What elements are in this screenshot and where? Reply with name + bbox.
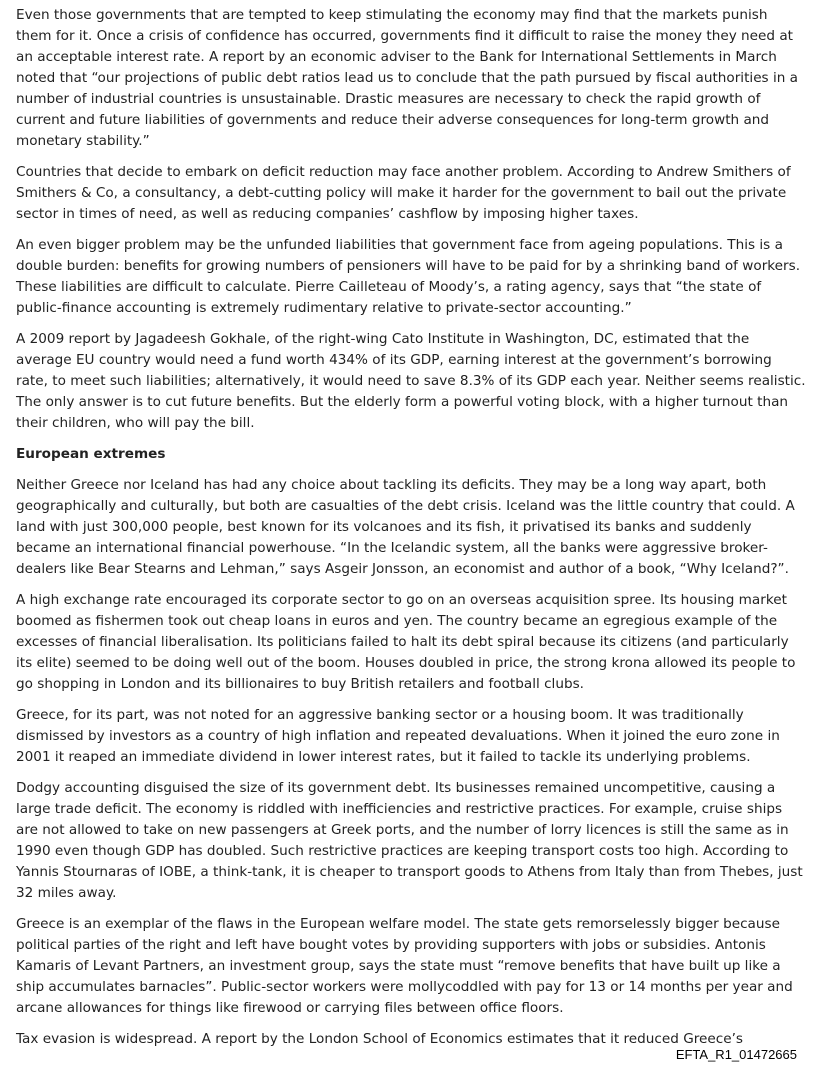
document-page bbox=[16, 5, 806, 1060]
body-paragraph: Dodgy accounting disguised the size of its government debt. Its businesses remained uncompetitive, causing a large trade deficit. The economy is riddled with inefficiencies and restrictive practices. For example, cruise ships are not allowed to take on new passengers at Greek ports, and the number of lorry licences is still the same as in 1990 even though GDP has doubled. Such restrictive practices are keeping transport costs too high. According to Yannis Stournaras of IOBE, a think-tank, it is cheaper to transport goods to Athens from Italy than from Thebes, just 32 miles away. bbox=[16, 780, 803, 901]
body-paragraph: An even bigger problem may be the unfunded liabilities that government face from ageing populations. This is a double burden: benefits for growing numbers of pensioners will have to be paid for by a shrinking band of workers. These liabilities are difficult to calculate. Pierre Cailleteau of Moody’s, a rating agency, says that “the state of public-finance accounting is extremely rudimentary relative to private-sector accounting.” bbox=[16, 237, 801, 316]
body-paragraph: Greece is an exemplar of the flaws in the European welfare model. The state gets remorselessly bigger because political parties of the right and left have bought votes by providing supporters with jobs or subsidies. Antonis Kamaris of Levant Partners, an investment group, says the state must “remove benefits that have built up like a ship accumulates barnacles”. Public-sector workers were mollycoddled with pay for 13 or 14 months per year and arcane allowances for things like firewood or carrying files between office floors. bbox=[16, 916, 793, 1016]
body-paragraph: Neither Greece nor Iceland has had any choice about tackling its deficits. They may be a long way apart, both geographically and culturally, but both are casualties of the debt crisis. Iceland was the little country that could. A land with just 300,000 people, best known for its volcanoes and its fish, it privatised its banks and suddenly became an international financial powerhouse. “In the Icelandic system, all the banks were aggressive broker-dealers like Bear Stearns and Lehman,” says Asgeir Jonsson, an economist and author of a book, “Why Iceland?”. bbox=[16, 477, 795, 577]
section-heading: European extremes bbox=[16, 446, 166, 462]
document-id-footer: EFTA_R1_01472665 bbox=[675, 1047, 797, 1062]
body-paragraph: A 2009 report by Jagadeesh Gokhale, of the right-wing Cato Institute in Washington, DC, estimated that the average EU country would need a fund worth 434% of its GDP, earning interest at the government’s borrowing rate, to meet such liabilities; alternatively, it would need to save 8.3% of its GDP each year. Neither seems realistic. The only answer is to cut future benefits. But the elderly form a powerful voting block, with a higher turnout than their children, who will pay the bill. bbox=[16, 331, 806, 431]
body-paragraph: Countries that decide to embark on deficit reduction may face another problem. According to Andrew Smithers of Smithers & Co, a consultancy, a debt-cutting policy will make it harder for the government to bail out the private sector in times of need, as well as reducing companies’ cashflow by imposing higher taxes. bbox=[16, 164, 791, 222]
body-paragraph: Greece, for its part, was not noted for an aggressive banking sector or a housing boom. It was traditionally dismissed by investors as a country of high inflation and repeated devaluations. When it joined the euro zone in 2001 it reaped an immediate dividend in lower interest rates, but it failed to tackle its underlying problems. bbox=[16, 707, 780, 765]
body-paragraph: A high exchange rate encouraged its corporate sector to go on an overseas acquisition spree. Its housing market boomed as fishermen took out cheap loans in euros and yen. The country became an egregious example of the excesses of financial liberalisation. Its politicians failed to halt its debt spiral because its citizens (and particularly its elite) seemed to be doing well out of the boom. Houses doubled in price, the strong krona allowed its people to go shopping in London and its billionaires to buy British retailers and football clubs. bbox=[16, 592, 796, 692]
body-paragraph: Tax evasion is widespread. A report by the London School of Economics estimates that it reduced Greece’s bbox=[16, 1031, 743, 1047]
body-paragraph: Even those governments that are tempted to keep stimulating the economy may find that the markets punish them for it. Once a crisis of confidence has occurred, governments find it difficult to raise the money they need at an acceptable interest rate. A report by an economic adviser to the Bank for International Settlements in March noted that “our projections of public debt ratios lead us to conclude that the path pursued by fiscal authorities in a number of industrial countries is unsustainable. Drastic measures are necessary to check the rapid growth of current and future liabilities of governments and reduce their adverse consequences for long-term growth and monetary stability.” bbox=[16, 7, 799, 149]
